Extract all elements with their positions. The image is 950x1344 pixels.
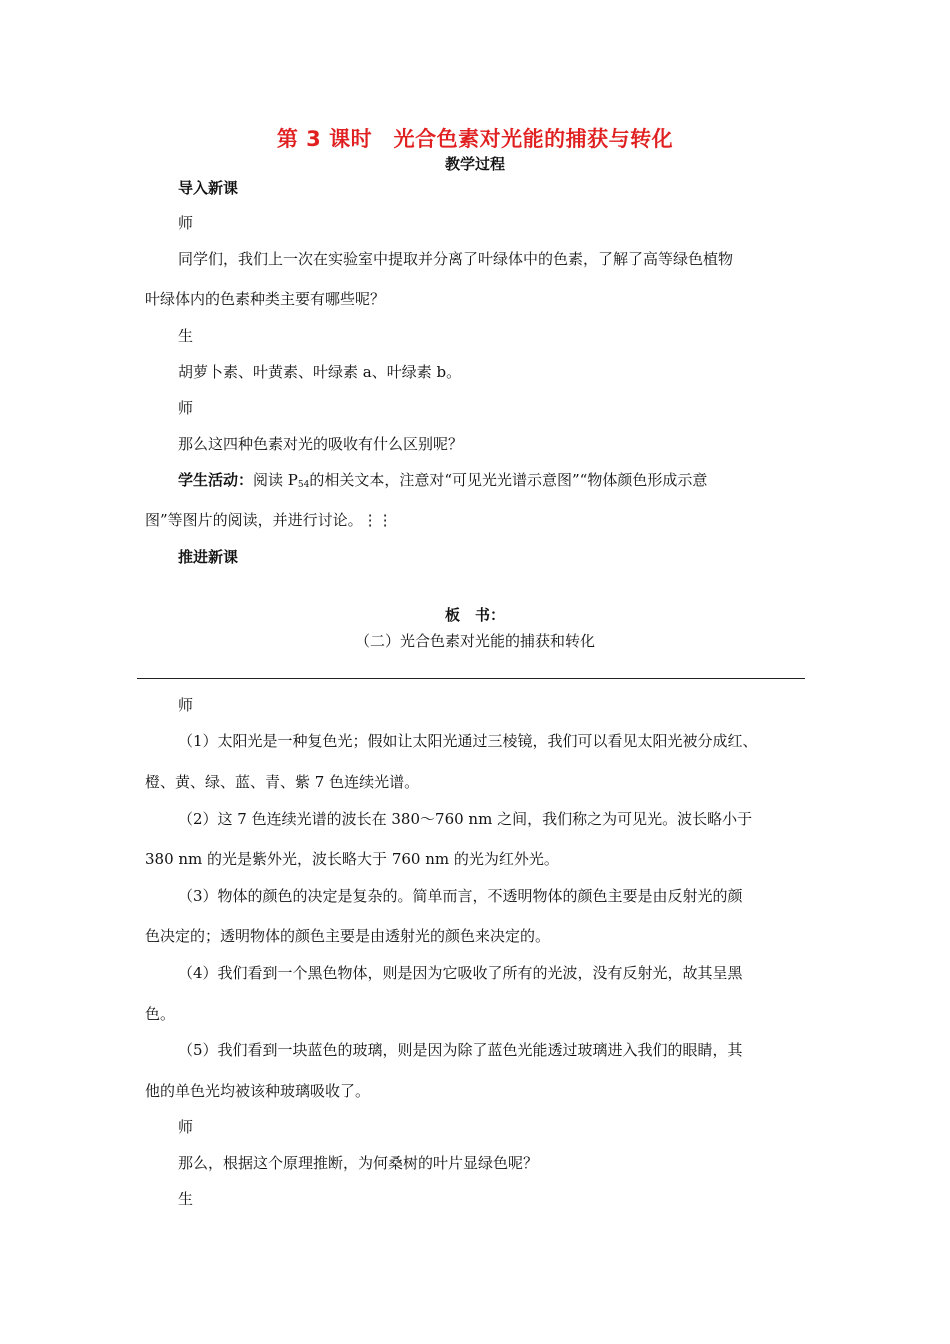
page-subscript: 54 [297, 480, 310, 490]
speaker-student: 生 [178, 1190, 194, 1208]
paragraph-line: （5）我们看到一块蓝色的玻璃，则是因为除了蓝色光能透过玻璃进入我们的眼睛，其 [178, 1041, 743, 1059]
speaker-teacher: 师 [178, 399, 194, 417]
paragraph-line: （3）物体的颜色的决定是复杂的。简单而言，不透明物体的颜色主要是由反射光的颜 [178, 887, 743, 905]
activity-label: 学生活动： [178, 471, 254, 489]
paragraph-line: 380 nm 的光是紫外光，波长略大于 760 nm 的光为红外光。 [145, 850, 559, 868]
speaker-teacher: 师 [178, 696, 194, 714]
lesson-title: 第 3 课时 光合色素对光能的捕获与转化 [276, 127, 674, 151]
paragraph-line: 橙、黄、绿、蓝、青、紫 7 色连续光谱。 [145, 773, 420, 791]
paragraph-line: 胡萝卜素、叶黄素、叶绿素 a、叶绿素 b。 [178, 363, 462, 381]
activity-line [178, 470, 707, 495]
paragraph-line: 图”等图片的阅读，并进行讨论。⋮⋮ [145, 511, 393, 529]
paragraph-line: 那么，根据这个原理推断，为何桑树的叶片显绿色呢？ [178, 1154, 539, 1172]
paragraph-line: 叶绿体内的色素种类主要有哪些呢？ [145, 290, 386, 308]
paragraph-line: 那么这四种色素对光的吸收有什么区别呢？ [178, 435, 464, 453]
section-heading-intro: 导入新课 [178, 179, 239, 197]
speaker-teacher: 师 [178, 1118, 194, 1136]
speaker-student: 生 [178, 327, 194, 345]
paragraph-line: 他的单色光均被该种玻璃吸收了。 [145, 1082, 371, 1100]
board-title: （二）光合色素对光能的捕获和转化 [354, 632, 595, 650]
divider-rule [137, 678, 805, 679]
paragraph-line: 色决定的；透明物体的颜色主要是由透射光的颜色来决定的。 [145, 927, 551, 945]
lesson-subtitle: 教学过程 [444, 155, 505, 173]
paragraph-line: （1）太阳光是一种复色光；假如让太阳光通过三棱镜，我们可以看见太阳光被分成红、 [178, 732, 758, 750]
activity-text-pre: 阅读 P [253, 471, 298, 489]
paragraph-line: 色。 [145, 1005, 176, 1023]
paragraph-line: （4）我们看到一个黑色物体，则是因为它吸收了所有的光波，没有反射光，故其呈黑 [178, 964, 743, 982]
paragraph-line: （2）这 7 色连续光谱的波长在 380～760 nm 之间，我们称之为可见光。波长略小于 [178, 810, 753, 828]
section-heading-advance: 推进新课 [178, 548, 239, 566]
activity-text-post: 的相关文本，注意对“可见光光谱示意图”“物体颜色形成示意 [309, 471, 708, 489]
board-label: 板 书： [444, 606, 505, 624]
paragraph-line: 同学们，我们上一次在实验室中提取并分离了叶绿体中的色素，了解了高等绿色植物 [178, 250, 734, 268]
speaker-teacher: 师 [178, 214, 194, 232]
